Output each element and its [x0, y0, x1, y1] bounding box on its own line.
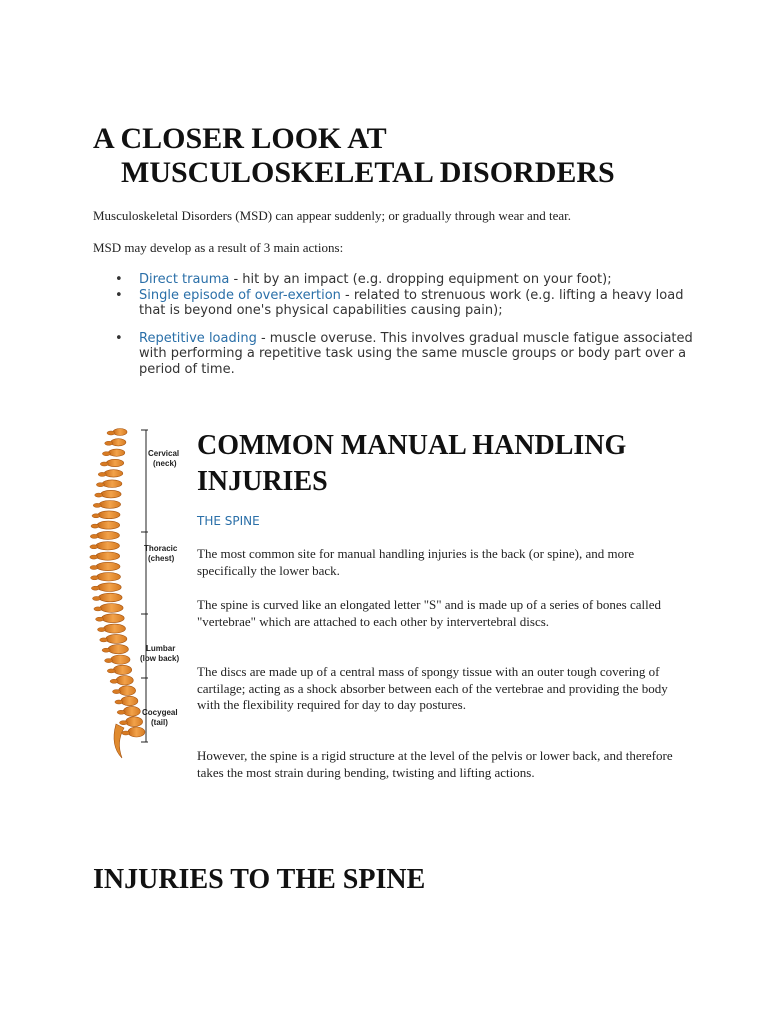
- vertebra-process-shape: [91, 576, 99, 580]
- vertebra-process-shape: [91, 586, 99, 590]
- label-lumbar-sub: (low back): [140, 654, 180, 663]
- body-paragraph: The spine is curved like an elongated letter "S" and is made up of a series of bones called "vertebrae" which are attached to each other by intervertebral discs.: [197, 597, 662, 629]
- list-item: [93, 288, 693, 319]
- vertebra-shape: [121, 696, 138, 706]
- vertebra-process-shape: [107, 431, 115, 435]
- body-paragraph: The most common site for manual handling injuries is the back (or spine), and more specifically the lower back.: [197, 546, 635, 578]
- vertebra-shape: [97, 583, 121, 592]
- action-description: - hit by an impact (e.g. dropping equipment on your foot);: [229, 272, 612, 287]
- vertebra-shape: [126, 717, 143, 727]
- actions-list: [93, 272, 693, 377]
- vertebra-shape: [96, 531, 119, 539]
- vertebra-shape: [97, 521, 120, 529]
- vertebra-shape: [106, 459, 123, 466]
- action-description: - related to strenuous work (e.g. lifting a heavy load that is beyond one's physical capabilities causing pain);: [139, 287, 684, 318]
- vertebra-shape: [111, 439, 126, 446]
- vertebra-process-shape: [107, 669, 115, 673]
- vertebra-shape: [108, 449, 124, 456]
- spine-illustration: [86, 424, 192, 764]
- vertebra-shape: [116, 676, 133, 685]
- label-cervical: Cervical: [148, 449, 180, 458]
- vertebra-process-shape: [117, 710, 125, 714]
- coccyx-shape: [114, 724, 124, 758]
- label-cocygeal-sub: (tail): [151, 718, 168, 727]
- action-term: Direct trauma: [139, 272, 230, 287]
- body-paragraph: The discs are made up of a central mass of spongy tissue with an outer tough covering of cartilage; acting as a shock absorber between each of the vertebrae and providing the body with the flexibility required for day to day postures.: [197, 664, 668, 712]
- vertebra-process-shape: [102, 452, 110, 456]
- vertebra-process-shape: [90, 545, 98, 549]
- vertebra-process-shape: [102, 648, 110, 652]
- vertebra-process-shape: [98, 628, 106, 632]
- vertebra-shape: [99, 593, 123, 602]
- vertebra-shape: [101, 490, 121, 498]
- vertebra-process-shape: [92, 514, 100, 518]
- vertebra-shape: [99, 501, 120, 509]
- vertebra-shape: [128, 727, 145, 737]
- action-term: Single episode of over-exertion: [139, 287, 341, 303]
- vertebra-shape: [96, 552, 120, 560]
- vertebra-shape: [111, 655, 130, 664]
- vertebra-process-shape: [93, 503, 101, 507]
- label-thoracic: Thoracic: [144, 544, 178, 553]
- page-title-line-1: A CLOSER LOOK AT: [93, 122, 387, 155]
- vertebra-process-shape: [100, 462, 108, 466]
- vertebra-shape: [119, 686, 136, 696]
- vertebra-shape: [100, 604, 123, 613]
- vertebra-shape: [97, 573, 121, 581]
- vertebra-process-shape: [115, 700, 123, 704]
- label-cocygeal: Cocygeal: [142, 708, 178, 717]
- vertebra-shape: [113, 429, 127, 436]
- vertebra-shape: [96, 542, 120, 550]
- vertebra-process-shape: [100, 638, 108, 642]
- vertebra-process-shape: [96, 483, 104, 487]
- vertebra-shape: [104, 470, 123, 477]
- intro-paragraph: Musculoskeletal Disorders (MSD) can appear suddenly; or gradually through wear and tear.: [93, 208, 571, 223]
- label-thoracic-sub: (chest): [148, 554, 175, 563]
- vertebra-process-shape: [96, 617, 104, 621]
- vertebra-process-shape: [95, 493, 103, 497]
- list-item: [93, 272, 693, 288]
- subheading-the-spine: THE SPINE: [197, 514, 260, 528]
- vertebra-process-shape: [91, 524, 99, 528]
- vertebra-process-shape: [110, 679, 118, 683]
- vertebrae-group: [90, 429, 145, 759]
- vertebra-shape: [96, 562, 120, 570]
- vertebra-process-shape: [105, 659, 113, 663]
- vertebra-process-shape: [122, 731, 130, 735]
- label-cervical-sub: (neck): [153, 459, 177, 468]
- vertebra-process-shape: [90, 555, 98, 559]
- vertebra-shape: [98, 511, 120, 519]
- page-title: [93, 122, 615, 190]
- vertebra-process-shape: [113, 690, 121, 694]
- vertebra-shape: [106, 634, 127, 643]
- vertebra-process-shape: [90, 566, 98, 570]
- actions-lead-paragraph: MSD may develop as a result of 3 main actions:: [93, 240, 344, 255]
- vertebra-shape: [108, 645, 128, 654]
- vertebra-process-shape: [94, 607, 102, 611]
- body-paragraph: However, the spine is a rigid structure at the level of the pelvis or lower back, and therefore takes the most strain during bending, twisting and lifting actions.: [197, 748, 673, 780]
- vertebra-shape: [123, 706, 140, 716]
- vertebra-shape: [102, 480, 122, 488]
- action-description: - muscle overuse. This involves gradual muscle fatigue associated with performing a repetitive task using the same muscle groups or body part over a period of time.: [139, 330, 693, 377]
- action-term: Repetitive loading: [139, 330, 257, 346]
- vertebra-process-shape: [105, 441, 113, 445]
- vertebra-shape: [102, 614, 125, 623]
- label-lumbar: Lumbar: [146, 644, 176, 653]
- vertebra-process-shape: [93, 597, 101, 601]
- vertebra-process-shape: [98, 472, 106, 476]
- bottom-section-title: INJURIES TO THE SPINE: [93, 864, 426, 895]
- vertebra-process-shape: [120, 721, 128, 725]
- vertebra-shape: [113, 665, 131, 674]
- section-title: COMMON MANUAL HANDLING INJURIES: [197, 430, 627, 497]
- list-item: [93, 331, 693, 378]
- vertebra-shape: [104, 624, 126, 633]
- vertebra-process-shape: [90, 534, 98, 538]
- region-brackets: [141, 430, 148, 742]
- page-title-line-2: MUSCULOSKELETAL DISORDERS: [121, 156, 615, 189]
